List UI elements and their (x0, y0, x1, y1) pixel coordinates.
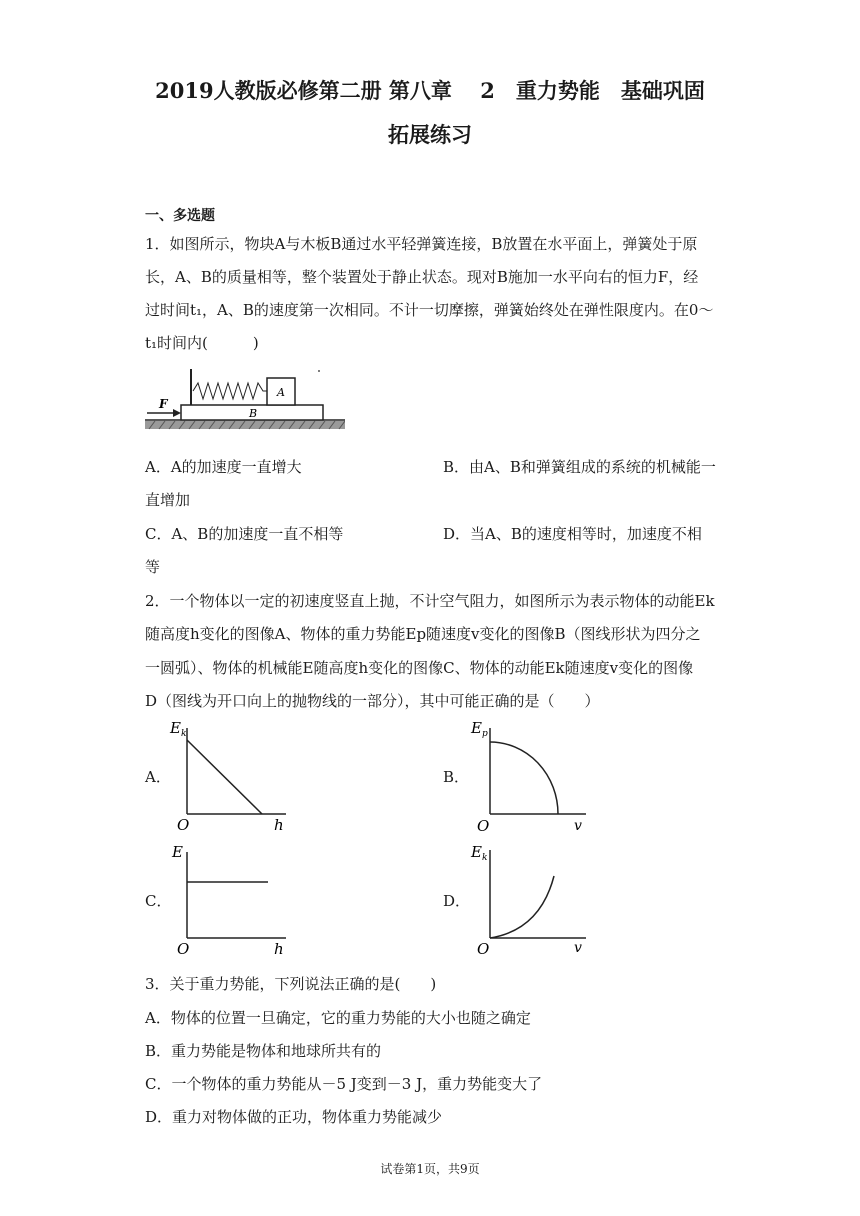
q2-option-c-label: C． (145, 892, 172, 910)
graph-c-x-label: h (274, 940, 284, 958)
graph-d-origin: O (477, 940, 490, 958)
svg-text:Ek (470, 843, 487, 863)
graph-c-y-label: E (172, 843, 183, 861)
arrow-right-icon (173, 409, 181, 417)
graph-a-y-sub: k (180, 729, 187, 739)
graph-d-y-label: E (471, 843, 482, 861)
q2-stem-line-2: 随高度h变化的图像A、物体的重力势能Ep随速度v变化的图像B（图线形状为四分之 (145, 625, 701, 643)
section-heading-multiple-choice: 一、多选题 (145, 208, 215, 224)
q1-option-d-cont: 等 (145, 558, 161, 576)
graph-d-x-label: v (574, 940, 582, 956)
graph-a-origin: O (177, 816, 190, 834)
q1-option-a: A．A的加速度一直增大 (145, 458, 302, 476)
q3-option-c: C．一个物体的重力势能从－5 J变到－3 J，重力势能变大了 (145, 1075, 543, 1093)
graph-b-y-label: E (471, 719, 482, 737)
graph-b-arc (490, 742, 558, 814)
graph-d-y-sub: k (481, 853, 488, 863)
board-b-label: B (248, 407, 258, 420)
graph-b-x-label: v (574, 818, 582, 834)
q1-stem-line-2: 长，A、B的质量相等，整个装置处于静止状态。现对B施加一水平向右的恒力F，经 (145, 268, 699, 286)
q1-stem-line-4: t₁时间内( ) (145, 334, 259, 352)
graph-b-y-sub: p (481, 729, 488, 739)
graph-c-origin: O (177, 940, 190, 958)
q1-stem-line-3: 过时间t₁，A、B的速度第一次相同。不计一切摩擦，弹簧始终处在弹性限度内。在0～ (145, 301, 714, 319)
q3-option-d: D．重力对物体做的正功，物体重力势能减少 (145, 1108, 443, 1126)
q2-graph-c (168, 842, 293, 960)
q2-option-d-label: D． (443, 892, 471, 910)
q1-option-b: B．由A、B和弹簧组成的系统的机械能一 (443, 458, 716, 476)
graph-a-line (187, 740, 262, 814)
graph-a-y-label: E (170, 719, 181, 737)
q2-graph-a (168, 718, 293, 836)
q3-stem: 3．关于重力势能，下列说法正确的是( ) (145, 975, 437, 993)
q3-option-b: B．重力势能是物体和地球所共有的 (145, 1042, 382, 1060)
q1-stem-line-1: 1．如图所示，物块A与木板B通过水平轻弹簧连接，B放置在水平面上，弹簧处于原 (145, 235, 698, 253)
q2-stem-line-4: D（图线为开口向上的抛物线的一部分），其中可能正确的是（ ） (145, 692, 600, 710)
graph-d-curve (490, 876, 554, 938)
graph-a-x-label: h (274, 816, 284, 834)
page-title-line2: 拓展练习 (388, 122, 472, 147)
q3-option-a: A．物体的位置一旦确定，它的重力势能的大小也随之确定 (145, 1009, 531, 1027)
q2-stem-line-1: 2．一个物体以一定的初速度竖直上抛，不计空气阻力，如图所示为表示物体的动能Ek (145, 592, 715, 610)
page-title: 2019人教版必修第二册 第八章 2 重力势能 基础巩固 (155, 78, 705, 103)
block-a-label: A (277, 386, 285, 399)
svg-text:E (171, 843, 183, 861)
q2-graph-b (468, 718, 593, 836)
page-footer: 试卷第1页，共9页 (380, 1162, 480, 1176)
q2-option-b-label: B． (443, 768, 470, 786)
svg-text:Ep (470, 719, 488, 739)
graph-b-origin: O (477, 817, 490, 835)
q2-option-a-label: A． (145, 768, 171, 786)
q1-option-d: D．当A、B的速度相等时，加速度不相 (443, 525, 702, 543)
q1-option-b-cont: 直增加 (145, 491, 191, 509)
q1-option-c: C．A、B的加速度一直不相等 (145, 525, 344, 543)
q1-spring-block-figure (145, 365, 345, 437)
q2-graph-d (468, 840, 593, 958)
q2-stem-line-3: 一圆弧）、物体的机械能E随高度h变化的图像C、物体的动能Ek随速度v变化的图像 (145, 659, 694, 677)
svg-text:Ek (169, 719, 186, 739)
force-f-label: F (159, 397, 168, 411)
